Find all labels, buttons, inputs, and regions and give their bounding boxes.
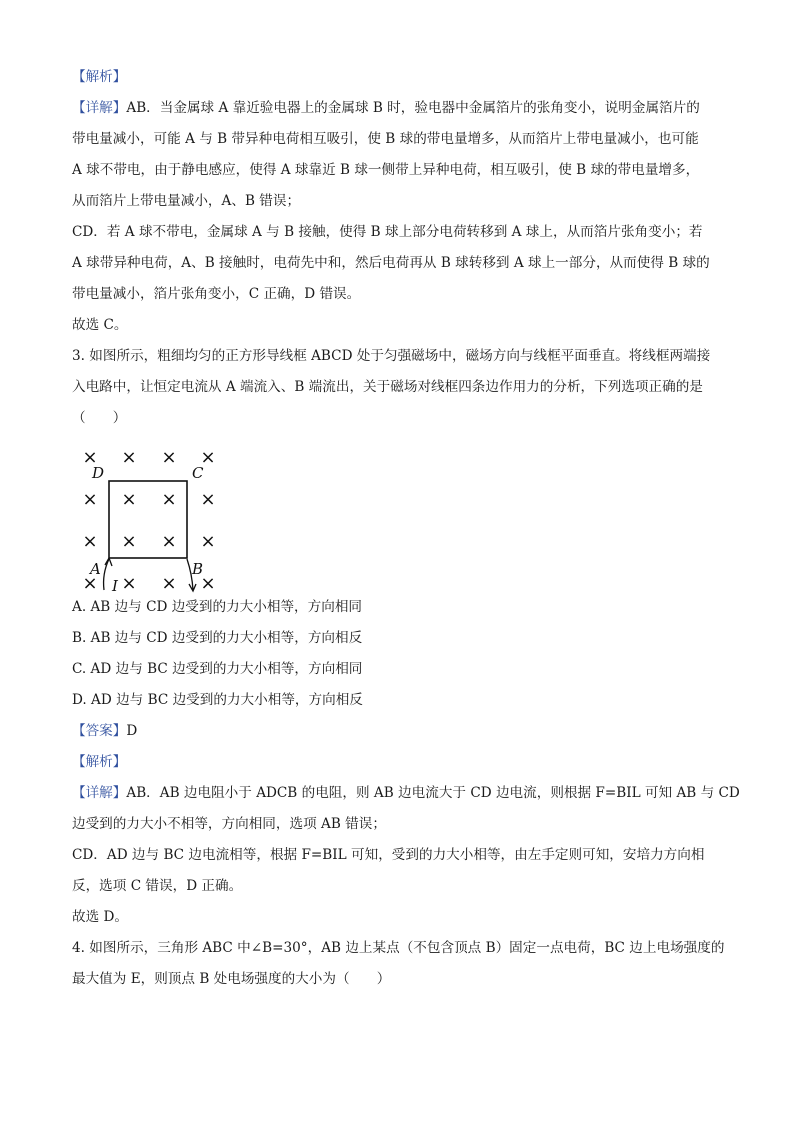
question-4-stem: 4. 如图所示，三角形 ABC 中∠B=30°，AB 边上某点（不包含顶点 B）固定一点电荷，BC 边上电场强度的 xyxy=(72,940,725,956)
field-cross: × xyxy=(82,447,98,468)
answer-line xyxy=(72,716,732,747)
question-3-stem: 入电路中，让恒定电流从 A 端流入、B 端流出，关于磁场对线框四条边作用力的分析，下列选项正确的是 xyxy=(72,379,703,395)
field-cross: × xyxy=(200,489,216,510)
field-cross: × xyxy=(161,531,177,552)
xiangjie-tag: 【详解】 xyxy=(72,785,127,801)
explanation-line: CD．AD 边与 BC 边电流相等，根据 F=BIL 可知，受到的力大小相等，由左手定则可知，安培力方向相 xyxy=(72,847,705,863)
label-C: C xyxy=(192,464,204,482)
label-current-I: I xyxy=(112,577,118,595)
field-cross: × xyxy=(200,531,216,552)
field-cross: × xyxy=(200,573,216,594)
question-4-stem: 最大值为 E，则顶点 B 处电场强度的大小为（ ） xyxy=(72,971,391,987)
explanation-line: 【详解】AB．AB 边电阻小于 ADCB 的电阻，则 AB 边电流大于 CD 边电流，则根据 F=BIL 可知 AB 与 CD xyxy=(72,785,740,801)
answer-tag: 【答案】 xyxy=(72,723,127,739)
field-cross: × xyxy=(161,573,177,594)
label-D: D xyxy=(92,464,105,482)
field-cross: × xyxy=(121,573,137,594)
xiangjie-tag: 【详解】 xyxy=(72,100,127,116)
conclusion-line: 故选 D。 xyxy=(72,909,129,925)
jiexi-heading-2: 【解析】 xyxy=(72,754,127,770)
conclusion-line: 故选 C。 xyxy=(72,317,128,333)
label-A: A xyxy=(90,560,101,578)
field-cross: × xyxy=(82,573,98,594)
label-B: B xyxy=(192,560,204,578)
field-cross: × xyxy=(121,531,137,552)
question-3-stem: 3. 如图所示，粗细均匀的正方形导线框 ABCD 处于匀强磁场中，磁场方向与线框平面垂直。将线框两端接 xyxy=(72,348,711,364)
explanation-line: 反，选项 C 错误，D 正确。 xyxy=(72,878,243,894)
answer-value: D xyxy=(126,723,138,739)
field-cross: × xyxy=(121,447,137,468)
field-cross: × xyxy=(200,447,216,468)
question-3-stem: （ ） xyxy=(72,410,127,426)
explanation-line: A 球带异种电荷，A、B 接触时，电荷先中和，然后电荷再从 B 球转移到 A 球上一部分，从而使得 B 球的 xyxy=(72,255,710,271)
explanation-line: CD．若 A 球不带电，金属球 A 与 B 接触，使得 B 球上部分电荷转移到 A 球上，从而箔片张角变小；若 xyxy=(72,224,703,240)
explanation-line: 带电量减小，可能 A 与 B 带异种电荷相互吸引，使 B 球的带电量增多，从而箔片上带电量减小，也可能 xyxy=(72,131,699,147)
explanation-line: 边受到的力大小不相等，方向相同，选项 AB 错误； xyxy=(72,816,386,832)
field-cross: × xyxy=(82,489,98,510)
field-cross: × xyxy=(121,489,137,510)
document-page xyxy=(72,62,740,995)
option-C: C. AD 边与 BC 边受到的力大小相等，方向相同 xyxy=(72,661,363,677)
option-D: D. AD 边与 BC 边受到的力大小相等，方向相反 xyxy=(72,692,363,708)
magnetic-field-diagram xyxy=(72,438,232,595)
jiexi-heading-1: 【解析】 xyxy=(72,69,127,85)
explanation-line: 从而箔片上带电量减小，A、B 错误； xyxy=(72,193,301,209)
option-B: B. AB 边与 CD 边受到的力大小相等，方向相反 xyxy=(72,630,363,646)
explanation-line: 【详解】AB．当金属球 A 靠近验电器上的金属球 B 时，验电器中金属箔片的张角变小，说明金属箔片的 xyxy=(72,100,700,116)
field-cross: × xyxy=(82,531,98,552)
explanation-line: 带电量减小，箔片张角变小，C 正确，D 错误。 xyxy=(72,286,361,302)
explanation-line: A 球不带电，由于静电感应，使得 A 球靠近 B 球一侧带上异种电荷，相互吸引，使 B 球的带电量增多， xyxy=(72,162,700,178)
field-cross: × xyxy=(161,489,177,510)
wire-frame-figure xyxy=(72,438,232,595)
field-cross: × xyxy=(161,447,177,468)
option-A: A. AB 边与 CD 边受到的力大小相等，方向相同 xyxy=(72,599,363,615)
